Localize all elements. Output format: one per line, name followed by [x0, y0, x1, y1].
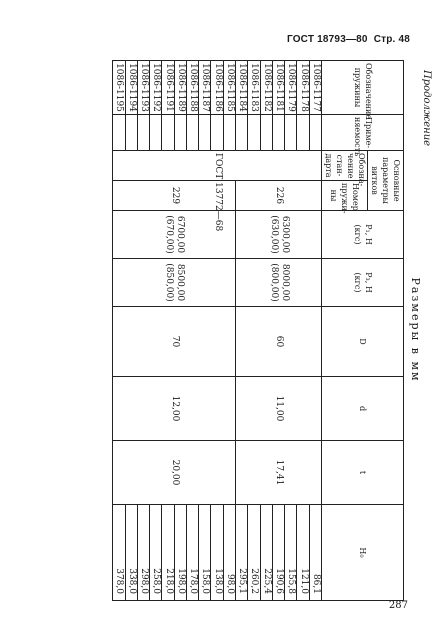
table-title: Размеры в мм: [409, 277, 422, 383]
standard-number: ГОСТ 18793—80: [286, 34, 368, 45]
spring-designation: 1086-1188: [186, 61, 198, 115]
spring-designation: 1086-1183: [248, 61, 260, 115]
applicability-cell: [236, 115, 248, 151]
free-height-H0: 338,0: [125, 505, 137, 601]
spring-designation: 1086-1194: [125, 61, 137, 115]
table-body: [113, 61, 322, 601]
col-D: D: [322, 307, 404, 377]
free-height-H0: 98,0: [223, 505, 235, 601]
free-height-H0: 155,8: [285, 505, 297, 601]
spring-designation: 1086-1191: [162, 61, 174, 115]
rotated-table-block: [112, 60, 422, 600]
spring-designation: 1086-1193: [137, 61, 149, 115]
free-height-H0: 258,0: [150, 505, 162, 601]
applicability-cell: [211, 115, 223, 151]
force-p1: 6300,00 (630,00): [236, 211, 322, 259]
applicability-cell: [137, 115, 149, 151]
col-t: t: [322, 441, 404, 505]
force-p3: 8500,00 (850,00): [113, 259, 236, 307]
wire-diameter-d: 11,00: [236, 377, 322, 441]
header-row-1: [368, 61, 404, 601]
free-height-H0: 225,4: [260, 505, 272, 601]
col-p1: P₁, Н (кгс): [322, 211, 404, 259]
col-H0: H₀: [322, 505, 404, 601]
spring-designation: 1086-1178: [297, 61, 309, 115]
applicability-cell: [285, 115, 297, 151]
free-height-H0: 298,0: [137, 505, 149, 601]
force-p3: 8000,00 (800,00): [236, 259, 322, 307]
free-height-H0: 295,1: [236, 505, 248, 601]
spring-designation: 1086-1189: [174, 61, 186, 115]
applicability-cell: [223, 115, 235, 151]
col-d: d: [322, 377, 404, 441]
free-height-H0: 218,0: [162, 505, 174, 601]
force-p1: 6700,00 (670,00): [113, 211, 236, 259]
free-height-H0: 86,1: [309, 505, 321, 601]
applicability-cell: [186, 115, 198, 151]
spring-designation: 1086-1192: [150, 61, 162, 115]
wire-diameter-d: 12,00: [113, 377, 236, 441]
applicability-cell: [125, 115, 137, 151]
spring-designation: 1086-1184: [236, 61, 248, 115]
applicability-cell: [150, 115, 162, 151]
spring-designation: 1086-1185: [223, 61, 235, 115]
diameter-D: 70: [113, 307, 236, 377]
free-height-H0: 378,0: [113, 505, 126, 601]
applicability-cell: [199, 115, 211, 151]
col-base-designation: Обозна-чение стан-дарта: [322, 151, 368, 181]
spring-designation: 1086-1195: [113, 61, 126, 115]
col-applicability: Приме-няемость: [322, 115, 404, 151]
col-p3: P₃, Н (кгс): [322, 259, 404, 307]
applicability-cell: [272, 115, 284, 151]
free-height-H0: 121,0: [297, 505, 309, 601]
spring-dimensions-table: [112, 60, 404, 601]
col-designation: Обозначение пружины: [322, 61, 404, 115]
spring-designation: 1086-1181: [272, 61, 284, 115]
spring-designation: 1086-1177: [309, 61, 321, 115]
col-spring-number: Номер пружи-ны: [322, 181, 368, 211]
diameter-D: 60: [236, 307, 322, 377]
pitch-t: 17,41: [236, 441, 322, 505]
applicability-cell: [260, 115, 272, 151]
table-row: [309, 61, 321, 601]
spring-number: 226: [236, 181, 322, 211]
applicability-cell: [113, 115, 126, 151]
free-height-H0: 138,0: [211, 505, 223, 601]
free-height-H0: 260,2: [248, 505, 260, 601]
applicability-cell: [248, 115, 260, 151]
continuation-label: Продолжение: [421, 70, 432, 147]
spring-designation: 1086-1187: [199, 61, 211, 115]
applicability-cell: [309, 115, 321, 151]
applicability-cell: [162, 115, 174, 151]
page-number: 287: [388, 600, 408, 611]
pitch-t: 20,00: [113, 441, 236, 505]
spring-number: 229: [113, 181, 236, 211]
page-label: Стр. 48: [373, 34, 410, 45]
applicability-cell: [297, 115, 309, 151]
spring-designation: 1086-1179: [285, 61, 297, 115]
free-height-H0: 190,6: [272, 505, 284, 601]
free-height-H0: 158,0: [199, 505, 211, 601]
applicability-cell: [174, 115, 186, 151]
spring-designation: 1086-1186: [211, 61, 223, 115]
table-row: [223, 61, 235, 601]
spring-designation: 1086-1182: [260, 61, 272, 115]
free-height-H0: 198,0: [174, 505, 186, 601]
free-height-H0: 178,0: [186, 505, 198, 601]
page-header: [287, 34, 410, 45]
col-base-params: Основные параметры витков: [368, 151, 404, 211]
standard-reference: ГОСТ 13772—68: [113, 151, 322, 181]
